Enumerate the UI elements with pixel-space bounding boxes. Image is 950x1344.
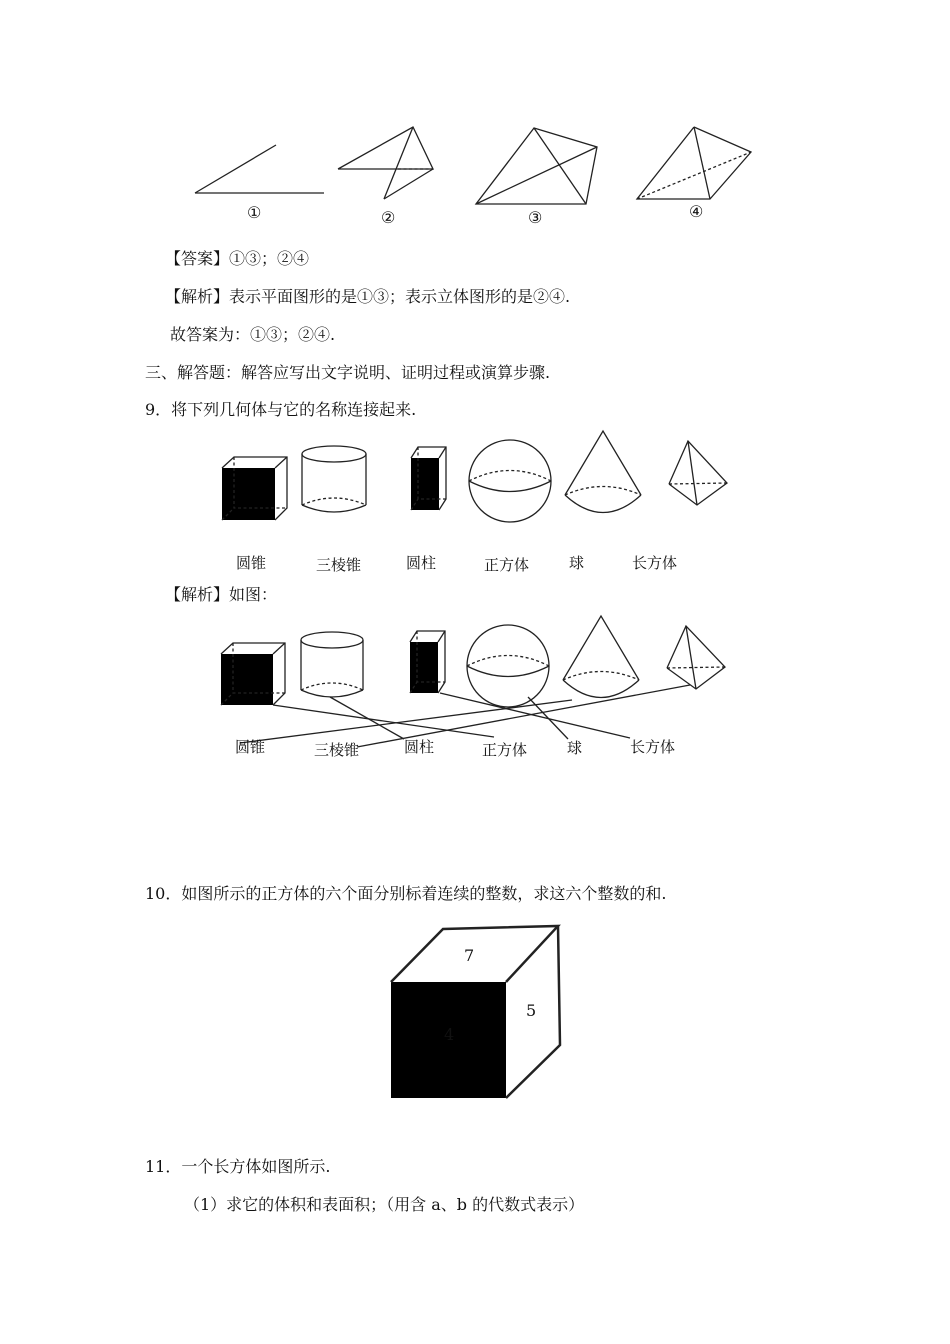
name-cone: 圆锥: [236, 554, 267, 572]
solution-name-sphere: 球: [567, 739, 583, 757]
name-sphere: 球: [569, 554, 585, 572]
q8-analysis: 【解析】表示平面图形的是①③；表示立体图形的是②④.: [165, 287, 571, 306]
cube-face-right: 5: [526, 1001, 537, 1020]
name-cylinder: 圆柱: [406, 554, 437, 572]
figure-4-label: ④: [689, 202, 704, 221]
q11-question: 11．一个长方体如图所示.: [145, 1157, 331, 1176]
q8-answer: 【答案】①③；②④: [165, 249, 310, 268]
name-cuboid: 长方体: [632, 554, 678, 572]
figure-3-label: ③: [528, 208, 543, 227]
section-3-heading: 三、解答题：解答应写出文字说明、证明过程或演算步骤.: [145, 363, 551, 382]
name-triangular-pyramid: 三棱锥: [316, 556, 362, 574]
q10-question: 10．如图所示的正方体的六个面分别标着连续的整数，求这六个整数的和.: [145, 884, 667, 903]
q9-question: 9．将下列几何体与它的名称连接起来.: [145, 400, 417, 419]
name-cube: 正方体: [484, 556, 530, 574]
q11-part1: （1）求它的体积和表面积；（用含 a、b 的代数式表示）: [184, 1195, 585, 1214]
solution-name-triangular-pyramid: 三棱锥: [314, 741, 360, 759]
figure-1-label: ①: [247, 203, 262, 222]
solution-name-cylinder: 圆柱: [404, 738, 435, 756]
cube-face-front: 4: [444, 1025, 455, 1044]
solution-name-cone: 圆锥: [235, 738, 266, 756]
figure-2-label: ②: [381, 208, 396, 227]
solution-name-cuboid: 长方体: [630, 738, 676, 756]
cube-face-top: 7: [464, 946, 475, 965]
q8-conclusion: 故答案为：①③；②④.: [170, 325, 336, 344]
q9-analysis: 【解析】如图：: [165, 585, 278, 604]
solution-name-cube: 正方体: [482, 741, 528, 759]
